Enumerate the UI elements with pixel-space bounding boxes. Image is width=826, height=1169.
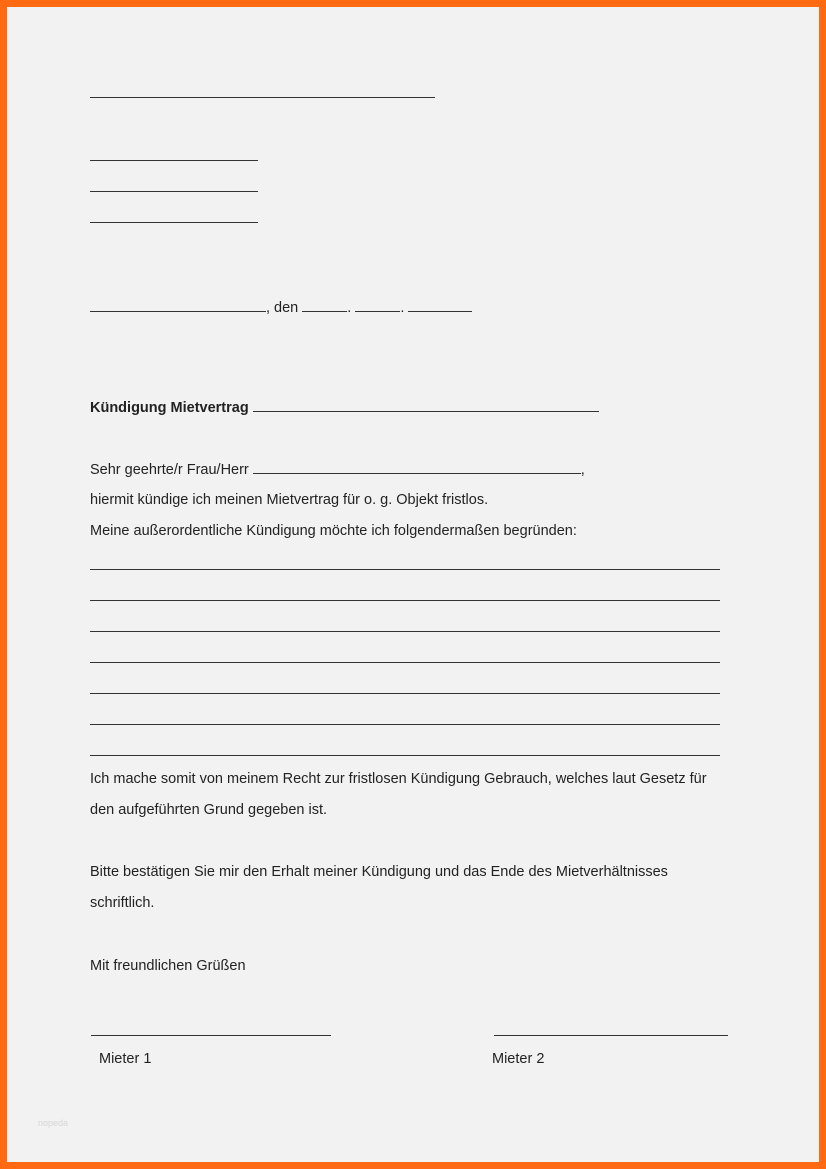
- reason-line-4: [90, 662, 720, 663]
- paragraph-1-line-2: den aufgeführten Grund gegeben ist.: [90, 802, 328, 818]
- watermark: nopeda: [38, 1118, 69, 1128]
- signer-2-label: Mieter 2: [492, 1051, 545, 1067]
- day-blank: [302, 298, 347, 312]
- address-line-3: [90, 222, 258, 223]
- address-line-1: [90, 160, 258, 161]
- year-blank: [408, 298, 472, 312]
- signature-line-2: [494, 1035, 728, 1036]
- reason-line-5: [90, 693, 720, 694]
- recipient-blank: [253, 460, 581, 474]
- subject-row: [90, 398, 599, 417]
- address-line-2: [90, 191, 258, 192]
- month-blank: [355, 298, 400, 312]
- closing: Mit freundlichen Grüßen: [90, 958, 246, 974]
- reason-line-3: [90, 631, 720, 632]
- signature-line-1: [91, 1035, 331, 1036]
- date-separator: , den: [266, 300, 299, 316]
- date-dot-1: .: [347, 300, 352, 316]
- subject-text: Kündigung Mietvertrag: [90, 400, 249, 416]
- date-dot-2: .: [400, 300, 405, 316]
- salutation-text: Sehr geehrte/r Frau/Herr: [90, 462, 249, 478]
- signer-1-label: Mieter 1: [99, 1051, 152, 1067]
- place-date-row: [90, 298, 472, 317]
- paragraph-2-line-1: Bitte bestätigen Sie mir den Erhalt meiner Kündigung und das Ende des Mietverhältnisses: [90, 864, 668, 880]
- reason-line-2: [90, 600, 720, 601]
- paragraph-1-line-1: Ich mache somit von meinem Recht zur fristlosen Kündigung Gebrauch, welches laut Gesetz für: [90, 771, 707, 787]
- sender-line: [90, 97, 435, 98]
- subject-blank: [253, 398, 599, 412]
- salutation-comma: ,: [580, 462, 585, 478]
- paragraph-2-line-2: schriftlich.: [90, 895, 155, 911]
- reason-line-6: [90, 724, 720, 725]
- body-line-2: Meine außerordentliche Kündigung möchte ich folgendermaßen begründen:: [90, 523, 577, 539]
- place-blank: [90, 298, 266, 312]
- salutation-row: [90, 460, 585, 479]
- body-line-1: hiermit kündige ich meinen Mietvertrag für o. g. Objekt fristlos.: [90, 492, 489, 508]
- reason-line-7: [90, 755, 720, 756]
- reason-line-1: [90, 569, 720, 570]
